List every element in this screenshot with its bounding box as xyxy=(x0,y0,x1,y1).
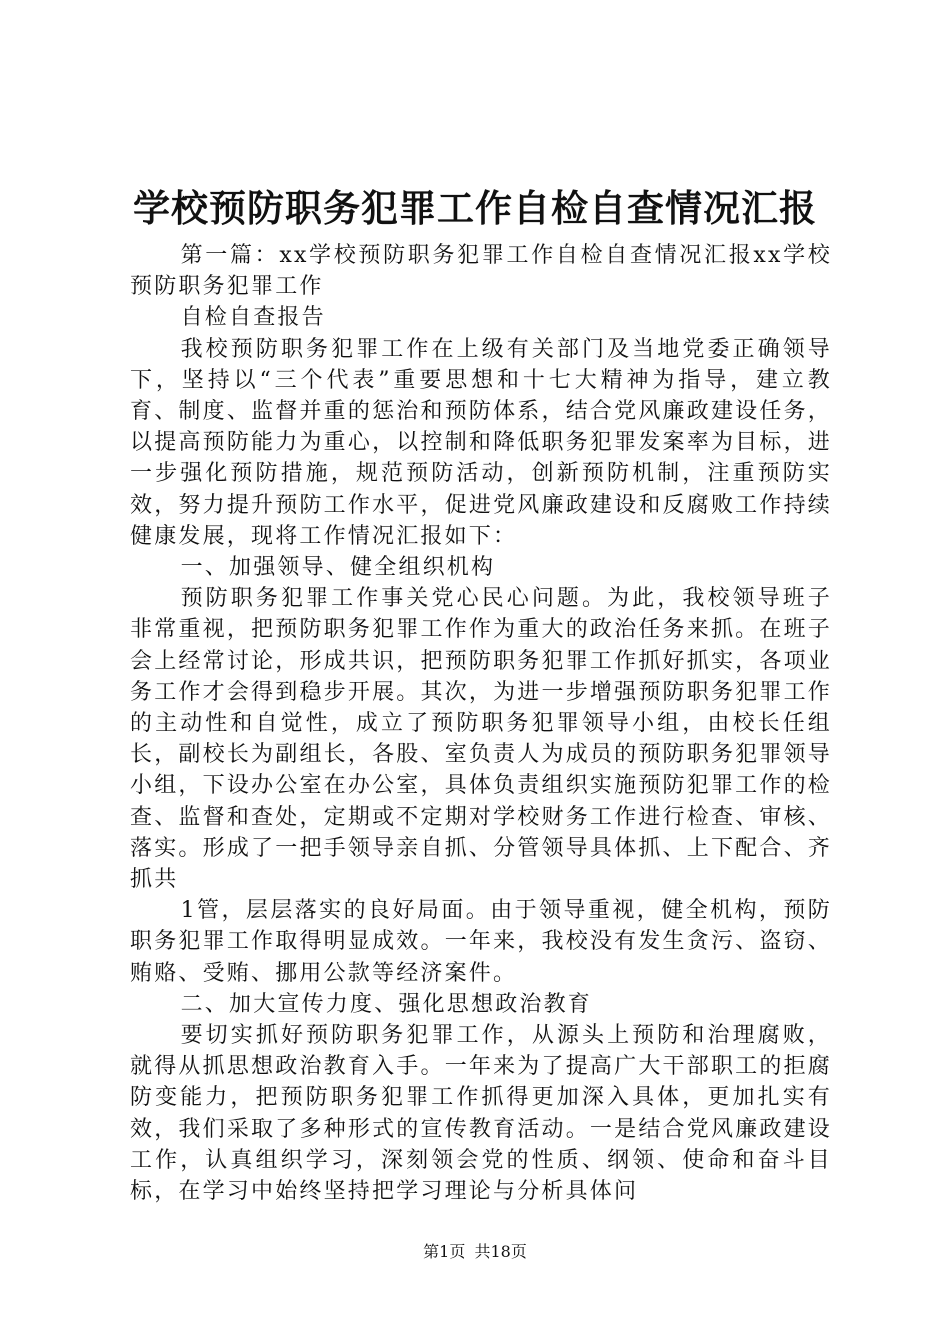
paragraph-report-subtitle: 自检自查报告 xyxy=(180,305,326,331)
page-footer xyxy=(0,1240,950,1264)
paragraph-section-2: 要切实抓好预防职务犯罪工作，从源头上预防和治理腐败，就得从抓思想政治教育入手。一年来为了提高广大干部职工的拒腐防变能力，把预防职务犯罪工作抓得更加深入具体，更加扎实有效，我们采取了多种形式的宣传教育活动。一是结合党风廉政建设工作，认真组织学习，深刻领会党的性质、纲领、使命和奋斗目标，在学习中始终坚持把学习理论与分析具体问 xyxy=(130,1023,832,1205)
paragraph-section-1-continued: 1管，层层落实的良好局面。由于领导重视，健全机构，预防职务犯罪工作取得明显成效。一年来，我校没有发生贪污、盗窃、贿赂、受贿、挪用公款等经济案件。 xyxy=(130,898,832,986)
document-body xyxy=(130,240,832,1207)
section-heading-1: 一、加强领导、健全组织机构 xyxy=(180,555,496,581)
total-page-count: 共18页 xyxy=(474,1242,527,1261)
current-page-number: 第1页 xyxy=(423,1242,466,1261)
paragraph-heading-chapter: 第一篇：xx学校预防职务犯罪工作自检自查情况汇报xx学校预防职务犯罪工作 xyxy=(130,243,832,300)
paragraph-intro: 我校预防职务犯罪工作在上级有关部门及当地党委正确领导下，坚持以“三个代表”重要思想和十七大精神为指导，建立教育、制度、监督并重的惩治和预防体系，结合党风廉政建设任务，以提高预防能力为重心，以控制和降低职务犯罪发案率为目标，进一步强化预防措施，规范预防活动，创新预防机制，注重预防实效，努力提升预防工作水平，促进党风廉政建设和反腐败工作持续健康发展，现将工作情况汇报如下： xyxy=(130,336,832,549)
paragraph-section-1: 预防职务犯罪工作事关党心民心问题。为此，我校领导班子非常重视，把预防职务犯罪工作作为重大的政治任务来抓。在班子会上经常讨论，形成共识，把预防职务犯罪工作抓好抓实，各项业务工作才会得到稳步开展。其次，为进一步增强预防职务犯罪工作的主动性和自觉性，成立了预防职务犯罪领导小组，由校长任组长，副校长为副组长，各股、室负责人为成员的预防职务犯罪领导小组，下设办公室在办公室，具体负责组织实施预防犯罪工作的检查、监督和查处，定期或不定期对学校财务工作进行检查、审核、落实。形成了一把手领导亲自抓、分管领导具体抓、上下配合、齐抓共 xyxy=(130,586,832,893)
section-heading-2: 二、加大宣传力度、强化思想政治教育 xyxy=(180,991,592,1017)
document-title: 学校预防职务犯罪工作自检自查情况汇报 xyxy=(133,186,817,230)
